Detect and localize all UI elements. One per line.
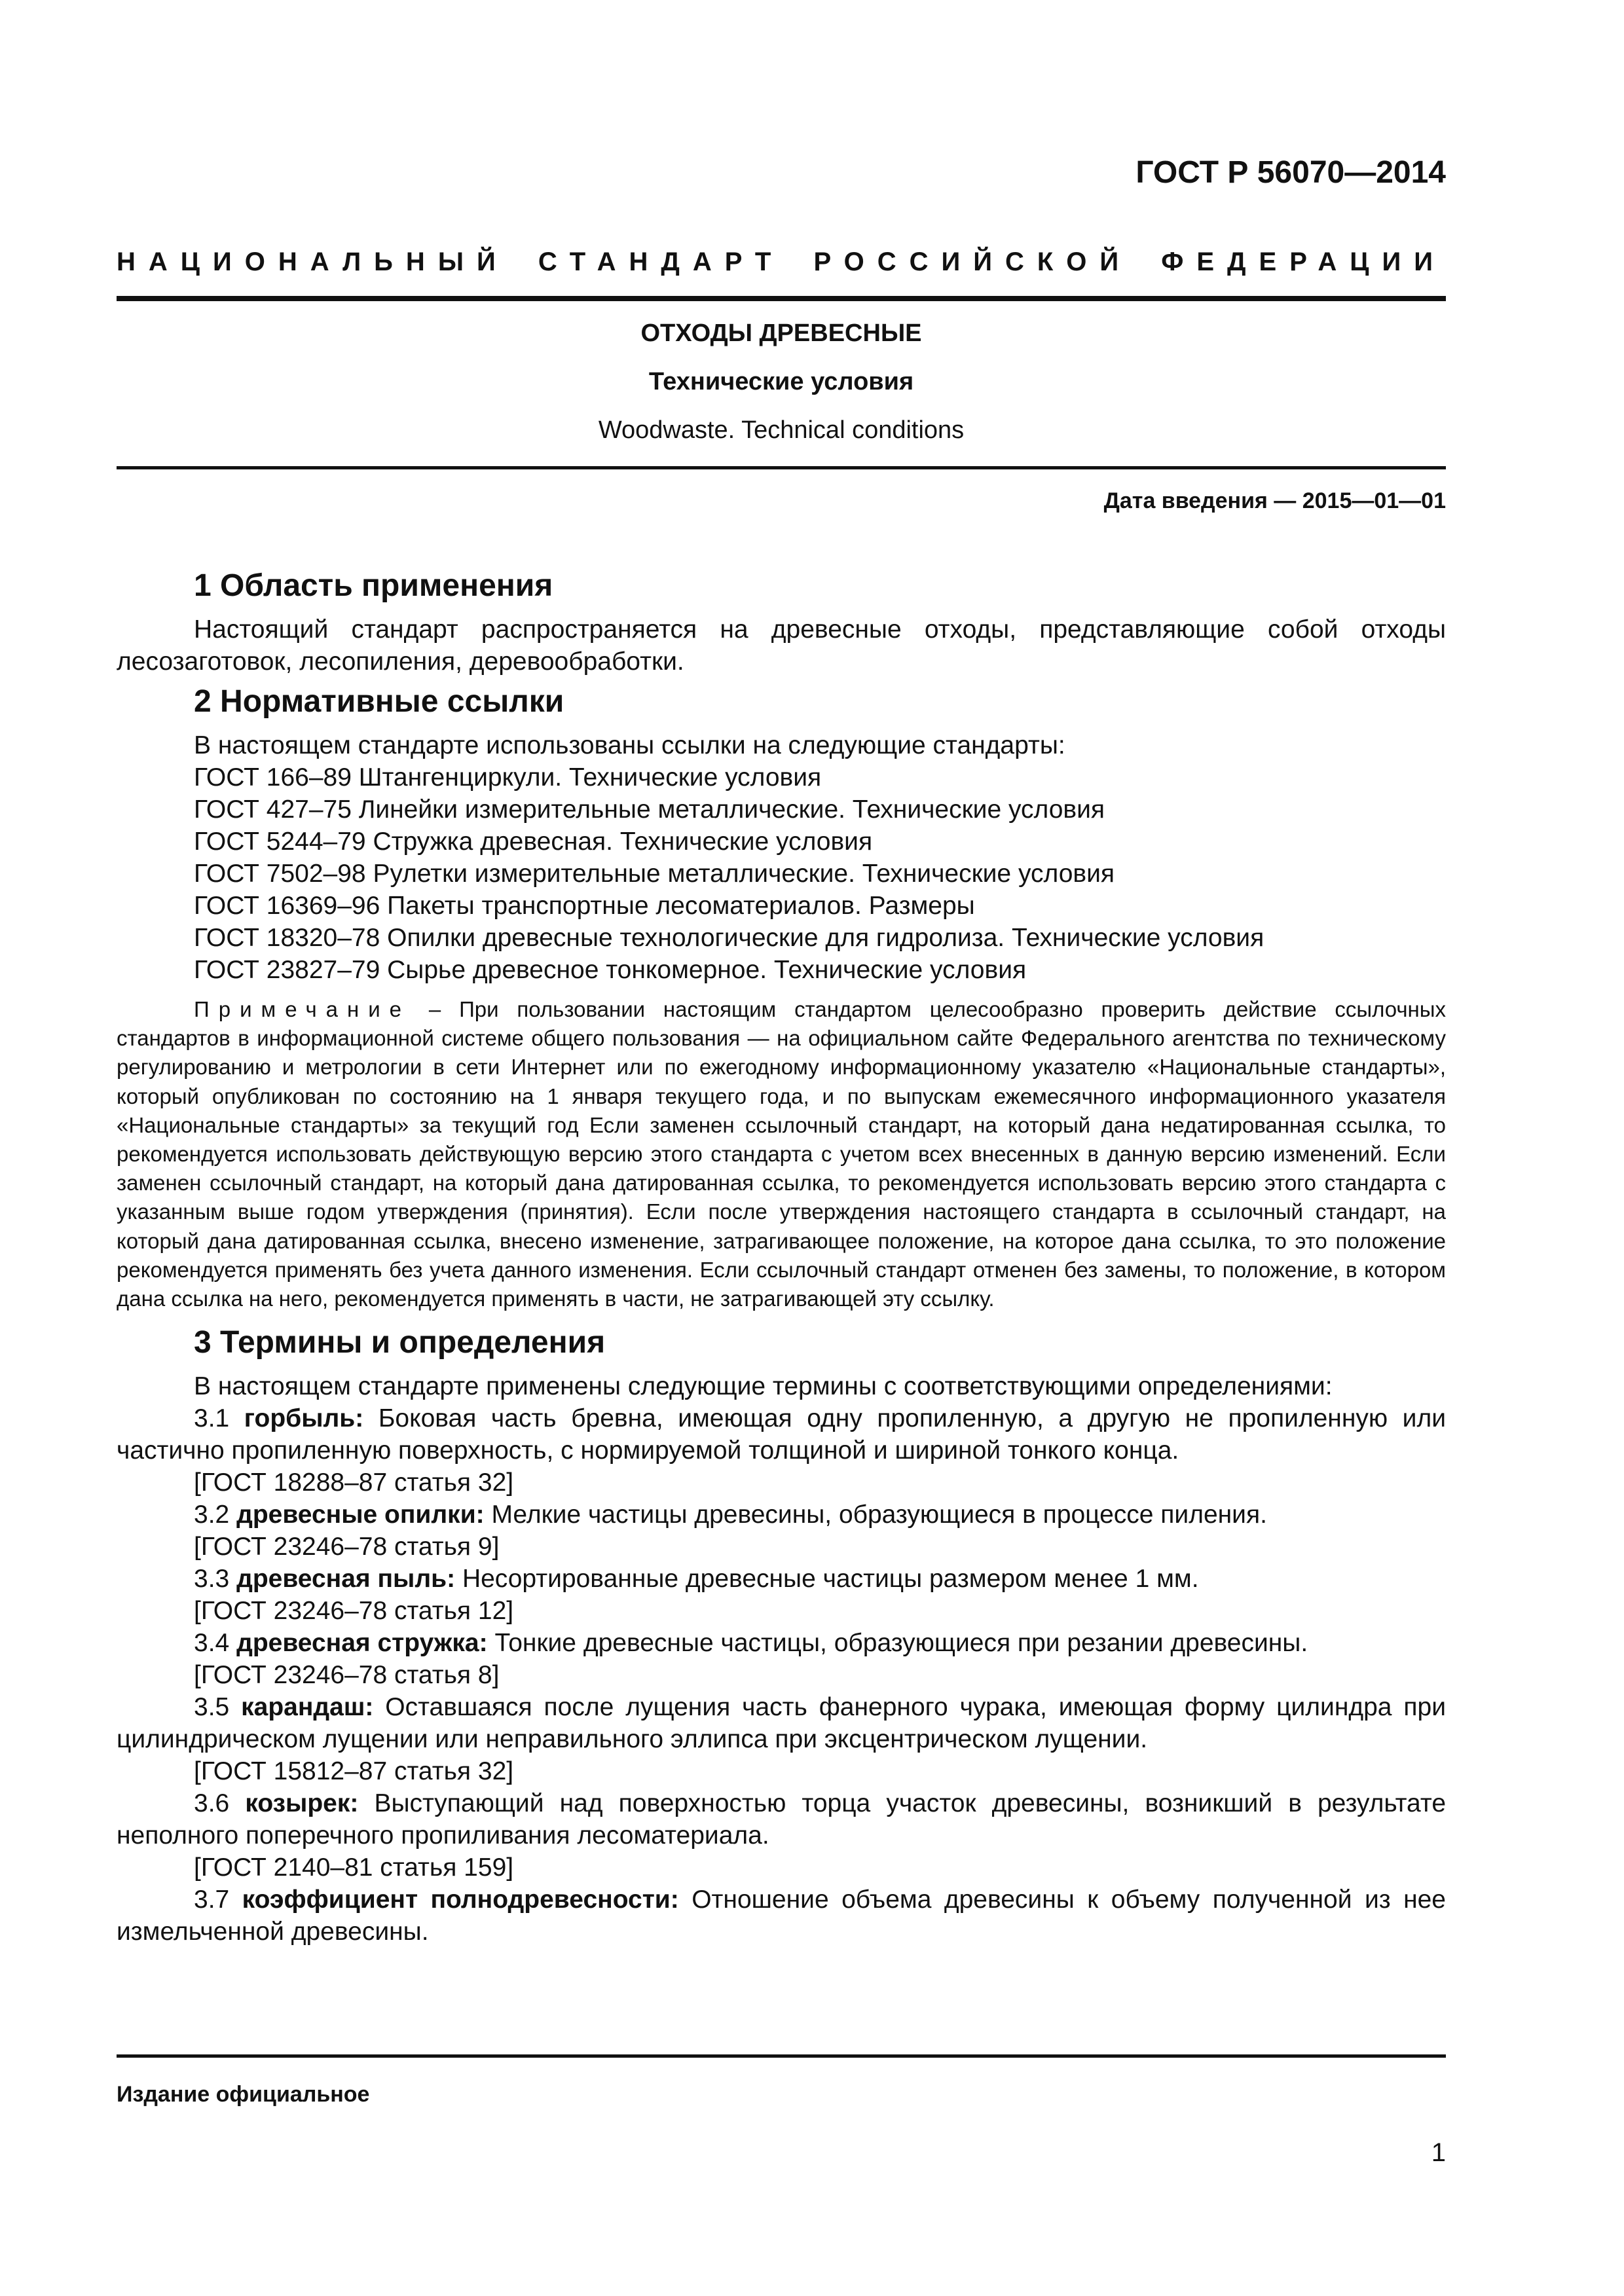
header-rule-bottom: [117, 466, 1446, 469]
reference-item: ГОСТ 18320–78 Опилки древесные технологические для гидролиза. Технические условия: [194, 924, 1264, 952]
note-text: – При пользовании настоящим стандартом целесообразно проверить действие ссылочных стандартов в информационной системе общего пользования — на официальном сайте Федерального агентства по техническому регулированию и метрологии в сети Интернет или по ежегодному информационному указателю «Национальные стандарты», который опубликован по состоянию на 1 января текущего года, и по выпускам ежемесячного информационного указателя «Национальные стандарты» за текущий год Если заменен ссылочный стандарт, на который дана недатированная ссылка, то рекомендуется использовать действующую версию этого стандарта с учетом всех внесенных в данную версию изменений. Если заменен ссылочный стандарт, на который дана датированная ссылка, то рекомендуется использовать версию этого стандарта с указанным выше годом утверждения (принятия). Если после утверждения настоящего стандарта в ссылочный стандарт, на который дана датированная ссылка, внесено изменение, затрагивающее положение, на которое дана ссылка, то это положение рекомендуется применять без учета данного изменения. Если ссылочный стандарт отменен без замены, то положение, в котором дана ссылка на него, рекомендуется применять в части, не затрагивающей эту ссылку.: [117, 997, 1447, 1311]
references-note: [117, 995, 1446, 1313]
term-number: 3.3: [194, 1565, 230, 1594]
official-edition-label: Издание официальное: [117, 2082, 370, 2107]
term-entry: [117, 1402, 1446, 1467]
term-source: [ГОСТ 23246–78 статья 12]: [194, 1597, 514, 1626]
term-name: карандаш:: [241, 1693, 374, 1722]
term-entry: [117, 1499, 1446, 1531]
term-definition: Боковая часть бревна, имеющая одну пропиленную, а другую не пропиленную или частично пропиленную поверхность, с нормируемой толщиной и шириной тонкого конца.: [117, 1404, 1446, 1465]
reference-item: ГОСТ 166–89 Штангенциркули. Технические условия: [194, 763, 822, 792]
term-number: 3.4: [194, 1629, 230, 1658]
reference-item: ГОСТ 23827–79 Сырье древесное тонкомерное. Технические условия: [194, 956, 1027, 984]
term-source: [ГОСТ 2140–81 статья 159]: [194, 1853, 514, 1882]
document-page: [117, 0, 1446, 2296]
term-name: древесная пыль:: [236, 1565, 456, 1594]
term-definition: Мелкие частицы древесины, образующиеся в процессе пиления.: [491, 1501, 1267, 1529]
term-definition: Выступающий над поверхностью торца участок древесины, возникший в результате неполного поперечного пропиливания лесоматериала.: [117, 1789, 1447, 1850]
reference-item: ГОСТ 7502–98 Рулетки измерительные металлические. Технические условия: [194, 860, 1115, 888]
reference-item: ГОСТ 16369–96 Пакеты транспортные лесоматериалов. Размеры: [194, 892, 975, 920]
section-heading-terms: 3 Термины и определения: [194, 1325, 606, 1360]
term-entry: [117, 1691, 1446, 1755]
term-name: горбыль:: [244, 1404, 364, 1433]
national-standard-banner: НАЦИОНАЛЬНЫЙ СТАНДАРТ РОССИЙСКОЙ ФЕДЕРАЦИИ: [117, 247, 1446, 276]
term-entry: [117, 1787, 1446, 1851]
term-number: 3.7: [194, 1886, 230, 1914]
footer-rule: [117, 2054, 1446, 2058]
term-definition: Отношение объема древесины к объему полученной из нее измельченной древесины.: [117, 1886, 1446, 1946]
terms-intro: В настоящем стандарте применены следующие термины с соответствующими определениями:: [194, 1372, 1333, 1401]
term-definition: Тонкие древесные частицы, образующиеся при резании древесины.: [494, 1629, 1308, 1658]
term-source: [ГОСТ 23246–78 статья 9]: [194, 1533, 500, 1561]
section-heading-references: 2 Нормативные ссылки: [194, 684, 564, 719]
term-name: древесная стружка:: [236, 1629, 488, 1658]
term-name: коэффициент полнодревесности:: [242, 1886, 679, 1914]
reference-item: ГОСТ 427–75 Линейки измерительные металлические. Технические условия: [194, 795, 1105, 824]
header-rule-top: [117, 296, 1446, 301]
term-number: 3.5: [194, 1693, 230, 1722]
references-intro: В настоящем стандарте использованы ссылки на следующие стандарты:: [194, 731, 1065, 759]
note-label: Примечание: [194, 997, 411, 1021]
term-source: [ГОСТ 15812–87 статья 32]: [194, 1757, 514, 1786]
page-number: 1: [1431, 2138, 1446, 2167]
standard-number: ГОСТ Р 56070—2014: [1135, 155, 1446, 190]
document-subtitle: Технические условия: [648, 368, 914, 395]
reference-item: ГОСТ 5244–79 Стружка древесная. Технические условия: [194, 828, 873, 856]
term-name: козырек:: [245, 1789, 359, 1818]
term-number: 3.6: [194, 1789, 230, 1818]
scope-paragraph: Настоящий стандарт распространяется на древесные отходы, представляющие собой отходы лесозаготовок, лесопиления, деревообработки.: [117, 615, 1446, 676]
term-entry: [117, 1627, 1446, 1659]
term-definition: Оставшаяся после лущения часть фанерного чурака, имеющая форму цилиндра при цилиндрическом лущении или неправильного эллипса при эксцентрическом лущении.: [117, 1693, 1446, 1754]
term-entry: [117, 1563, 1446, 1595]
term-number: 3.1: [194, 1404, 230, 1433]
document-body: [117, 570, 1446, 1948]
term-source: [ГОСТ 18288–87 статья 32]: [194, 1468, 514, 1497]
term-entry: [117, 1884, 1446, 1948]
document-title: ОТХОДЫ ДРЕВЕСНЫЕ: [640, 319, 922, 347]
section-heading-scope: 1 Область применения: [194, 568, 553, 603]
introduction-date: Дата введения — 2015—01—01: [1103, 488, 1446, 513]
term-definition: Несортированные древесные частицы размером менее 1 мм.: [462, 1565, 1199, 1594]
term-name: древесные опилки:: [236, 1501, 485, 1529]
term-number: 3.2: [194, 1501, 230, 1529]
english-title: Woodwaste. Technical conditions: [598, 416, 965, 444]
term-source: [ГОСТ 23246–78 статья 8]: [194, 1661, 500, 1690]
